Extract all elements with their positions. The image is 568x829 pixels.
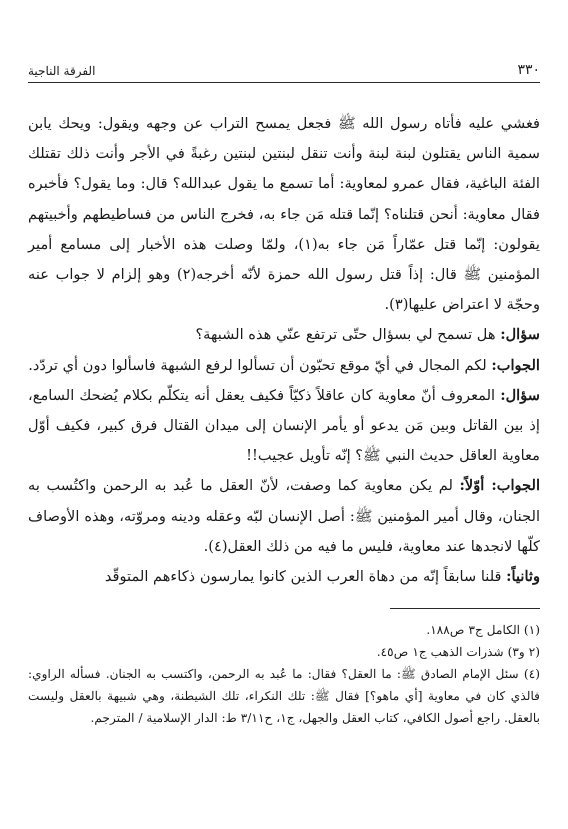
footnote-3: (٤) سئل الإمام الصادق ﷺ: ما العقل؟ فقال: ما عُبد به الرحمن، واكتسب به الجنان. فسأله الراوي: فالذي كان في معاوية [أي ماهو؟] فقال ﷺ: تلك النكراء، تلك الشيطنة، وهي شبيهة بالعقل وليست بالعقل. راجع أصول الكافي، كتاب العقل والجهل، ج١، ح٣/١١ ط: الدار الإسلامية / المترجم.: [28, 667, 540, 726]
page-header: [28, 62, 540, 83]
question-label: سؤال:: [500, 326, 540, 344]
answer-text: لكم المجال في أيّ موقع تحبّون أن تسألوا لرفع الشبهة فاسألوا دون أي تردّد.: [28, 356, 492, 374]
answer-label: وثانياً:: [506, 568, 540, 586]
question-label: سؤال:: [500, 386, 540, 404]
answer-label: الجواب: أوّلاً:: [459, 477, 540, 495]
answer-3: [28, 562, 540, 592]
footnote-1: (١) الكامل ج٣ ص١٨٨.: [426, 623, 540, 638]
question-2: [28, 381, 540, 472]
question-1: [28, 320, 540, 350]
footnote-divider: [390, 608, 540, 609]
answer-text: لم يكن معاوية كما وصفت، لأنّ العقل ما عُبد به الرحمن واكتُسب به الجنان، وقال أمير المؤمنين ﷺ: أصل الإنسان لبّه وعقله ودينه ومروّته، وهذه الأوصاف كلّها لانجدها عند معاوية، فليس ما فيه من ذلك العقل(٤).: [28, 477, 540, 555]
answer-text: قلنا سابقاً إنّه من دهاة العرب الذين كانوا يمارسون ذكاءهم المتوقّد: [104, 568, 507, 586]
answer-label: الجواب:: [491, 356, 540, 374]
page-number: ٣٣٠: [517, 62, 540, 78]
footnote-2: (٢ و٣) شذرات الذهب ج١ ص٤٥.: [376, 645, 540, 660]
question-text: المعروف أنّ معاوية كان عاقلاً ذكيّاً فكيف يعقل أنه يتكلّم بكلام يُضحك السامع، إذ بين القاتل وبين مَن يدعو أو يأمر الإنسان إلى ميدان القتال فرق كبير، فكيف أوّل معاوية العاقل حديث النبي ﷺ؟ إنّه تأويل عجيب!!: [28, 386, 540, 465]
footnotes: [28, 619, 540, 729]
answer-2: [28, 471, 540, 562]
paragraph-narrative: فغشي عليه فأتاه رسول الله ﷺ فجعل يمسح التراب عن وجهه ويقول: ويحك يابن سمية الناس يقتلون لبنة لبنة وأنت تنقل لبنتين لبنتين رغبةً في الأجر وأنت ذلك تقتلك الفئة الباغية، فقال عمرو لمعاوية: أما تسمع ما يقول عبدالله؟ قال: وما يقول؟ فأخبره فقال معاوية: أنحن قتلناه؟ إنّما قتله مَن جاء به، فخرج الناس من فساطيطهم وأخبيتهم يقولون: إنّما قتل عمّاراً مَن جاء به(١)، ولمّا وصلت هذه الأخبار إلى مسامع أمير المؤمنين ﷺ قال: إذاً قتل رسول الله حمزة لأنّه أخرجه(٢) وهو إلزام لا جواب عنه وحجّة لا اعتراض عليها(٣).: [28, 115, 540, 314]
book-page: [28, 62, 540, 729]
question-text: هل تسمح لي بسؤال حتّى ترتفع عنّي هذه الشبهة؟: [195, 326, 501, 344]
running-title: الفرقة الناجية: [28, 64, 96, 78]
main-text: [28, 109, 540, 592]
answer-1: [28, 351, 540, 381]
